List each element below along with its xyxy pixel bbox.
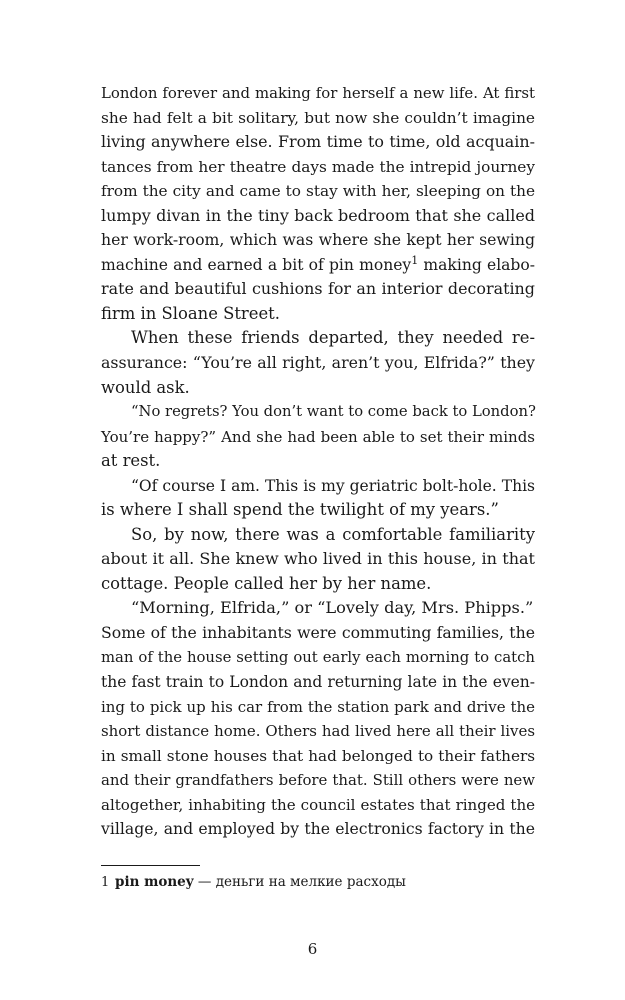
text-line: at rest. [101,451,161,471]
text-line: tances from her theatre days made the intrepid journey [101,157,535,176]
paragraph-first-line: “Of course I am. This is my geriatric bolt-hole. This [131,476,535,495]
footnote-marker: 1 [101,875,110,890]
body-text [101,81,535,842]
text-line: village, and employed by the electronics factory in the [101,819,535,839]
footnote-term: pin money [115,874,194,890]
text-line: lumpy divan in the tiny back bedroom that she called [101,205,535,225]
text-line: and their grandfathers before that. Still others were new [101,771,535,790]
text-line-with-footnote-ref [101,253,535,278]
paragraph-first-line: “No regrets? You don’t want to come back to London? [131,403,536,421]
text-line: would ask. [101,377,190,397]
paragraph-first-line: When these friends departed, they needed re- [131,328,535,348]
footnote-reference[interactable]: 1 [411,253,419,267]
text-line: man of the house setting out early each morning to catch [101,648,535,666]
text-line: You’re happy?” And she had been able to set their minds [101,427,535,446]
text-line: she had felt a bit solitary, but now she couldn’t imagine [101,108,535,127]
text-line: assurance: “You’re all right, aren’t you, Elfrida?” they [101,353,535,373]
text-line: the fast train to London and returning late in the even- [101,673,535,692]
footnote [101,872,535,893]
paragraph-first-line: So, by now, there was a comfortable familiarity [131,524,535,544]
text-line: short distance home. Others had lived here all their lives [101,722,535,741]
text-line: Some of the inhabitants were commuting families, the [101,623,535,643]
text-line: cottage. People called her by her name. [101,573,432,593]
page-number: 6 [307,940,318,958]
text-line: rate and beautiful cushions for an interior decorating [101,279,535,299]
footnote-definition: — деньги на мелкие расходы [193,874,406,890]
footnote-divider [101,865,200,866]
text-line: from the city and came to stay with her, sleeping on the [101,182,535,201]
text-line: altogether, inhabiting the council estates that ringed the [101,795,535,814]
text-line: London forever and making for herself a new life. At first [101,84,535,102]
text-line: firm in Sloane Street. [101,303,280,323]
text-line: about it all. She knew who lived in this house, in that [101,549,535,569]
text-line: in small stone houses that had belonged to their fathers [101,746,535,765]
text-segment: machine and earned a bit of pin money [101,255,412,274]
text-line: is where I shall spend the twilight of my years.” [101,500,499,520]
text-line: her work-room, which was where she kept her sewing [101,230,535,250]
text-line: living anywhere else. From time to time, old acquain- [101,132,535,152]
paragraph-first-line: “Morning, Elfrida,” or “Lovely day, Mrs. Phipps.” [131,598,534,618]
text-line: ing to pick up his car from the station park and drive the [101,697,535,716]
text-segment: making elabo- [418,255,535,274]
